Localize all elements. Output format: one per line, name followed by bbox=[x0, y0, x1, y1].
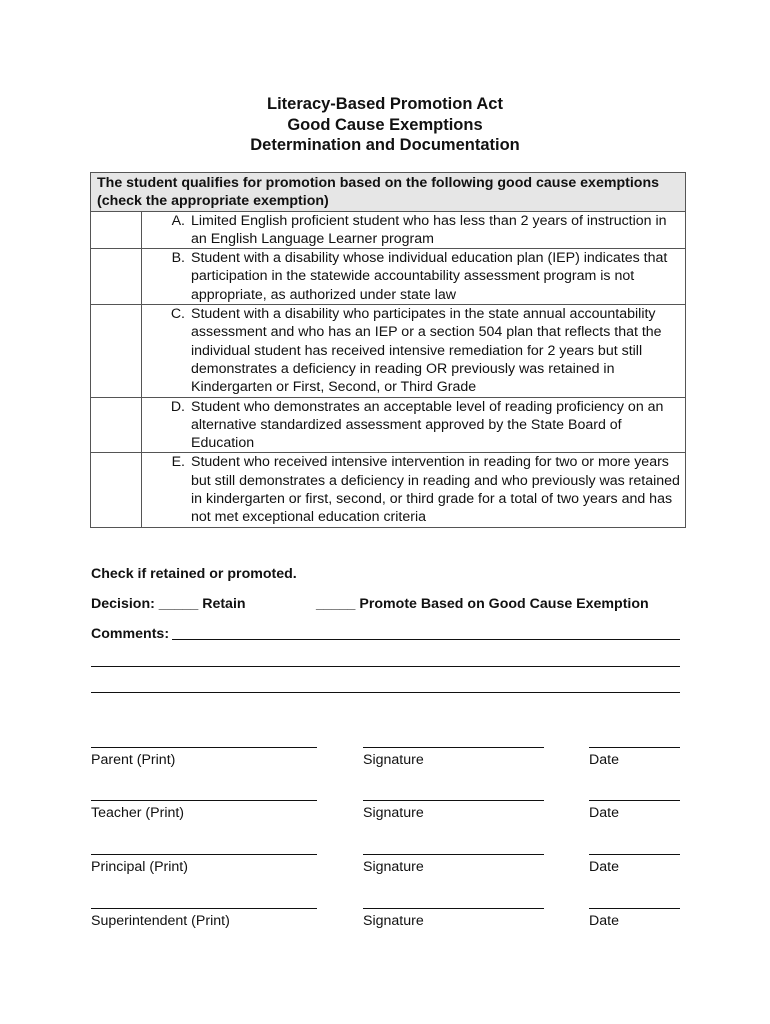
decision-retain-label[interactable]: Decision: _____ Retain bbox=[91, 596, 246, 612]
superintendent-signature-line[interactable] bbox=[363, 908, 544, 909]
check-instruction: Check if retained or promoted. bbox=[91, 566, 297, 582]
exemption-checkbox-a[interactable] bbox=[91, 211, 142, 249]
exemption-checkbox-d[interactable] bbox=[91, 397, 142, 453]
teacher-signature-label: Signature bbox=[363, 805, 424, 821]
exemption-text-a: Limited English proficient student who has less than 2 years of instruction in an English Language Learner program bbox=[191, 212, 667, 247]
parent-signature-line[interactable] bbox=[363, 747, 544, 748]
exemption-letter-b: B. bbox=[171, 250, 185, 267]
exemption-text-e: Student who received intensive intervention in reading for two or more years but still demonstrates a deficiency in reading and who previously was retained in kindergarten or first, second, or third grade for a total of two years and has not met exceptional education criteria bbox=[191, 454, 680, 526]
title-line-1: Literacy-Based Promotion Act bbox=[267, 95, 503, 113]
exemption-checkbox-c[interactable] bbox=[91, 305, 142, 397]
principal-print-label: Principal (Print) bbox=[91, 859, 188, 875]
principal-date-line[interactable] bbox=[589, 854, 680, 855]
superintendent-date-line[interactable] bbox=[589, 908, 680, 909]
parent-print-line[interactable] bbox=[91, 747, 317, 748]
superintendent-print-line[interactable] bbox=[91, 908, 317, 909]
exemption-letter-a: A. bbox=[171, 212, 185, 229]
principal-signature-label: Signature bbox=[363, 859, 424, 875]
superintendent-date-label: Date bbox=[589, 913, 619, 929]
superintendent-signature-label: Signature bbox=[363, 913, 424, 929]
exemptions-table bbox=[90, 172, 686, 528]
principal-print-line[interactable] bbox=[91, 854, 317, 855]
exemption-text-c: Student with a disability who participates in the state annual accountability assessment and who has an IEP or a section 504 plan that reflects that the individual student has received intensive remediation for 2 years but still demonstrates a deficiency in reading OR previously was retained in Kindergarten or First, Second, or Third Grade bbox=[191, 306, 662, 396]
decision-promote-label[interactable]: _____ Promote Based on Good Cause Exemption bbox=[316, 596, 649, 612]
exemptions-header-row bbox=[91, 173, 686, 212]
exemption-letter-d: D. bbox=[170, 398, 185, 415]
exemption-row-c bbox=[91, 305, 686, 397]
parent-signature-label: Signature bbox=[363, 752, 424, 768]
teacher-print-label: Teacher (Print) bbox=[91, 805, 185, 821]
teacher-date-label: Date bbox=[589, 805, 619, 821]
teacher-signature-line[interactable] bbox=[363, 800, 544, 801]
title-line-3: Determination and Documentation bbox=[250, 136, 520, 154]
exemption-checkbox-b[interactable] bbox=[91, 249, 142, 305]
title-line-2: Good Cause Exemptions bbox=[287, 115, 483, 134]
exemption-row-a bbox=[91, 211, 686, 249]
teacher-date-line[interactable] bbox=[589, 800, 680, 801]
exemption-checkbox-e[interactable] bbox=[91, 453, 142, 527]
exemption-letter-c: C. bbox=[170, 306, 185, 323]
document-title bbox=[0, 94, 770, 156]
comments-line-1[interactable] bbox=[172, 639, 680, 640]
exemption-row-e bbox=[91, 453, 686, 527]
parent-date-label: Date bbox=[589, 752, 619, 768]
comments-label: Comments: bbox=[91, 626, 170, 642]
exemption-text-d: Student who demonstrates an acceptable level of reading proficiency on an alternative standardized assessment approved by the State Board of Education bbox=[191, 398, 664, 452]
exemption-text-b: Student with a disability whose individual education plan (IEP) indicates that participation in the statewide accountability assessment program is not appropriate, as authorized under state law bbox=[191, 250, 668, 303]
parent-print-label: Parent (Print) bbox=[91, 752, 176, 768]
exemption-row-d bbox=[91, 397, 686, 453]
exemption-letter-e: E. bbox=[171, 454, 185, 471]
principal-date-label: Date bbox=[589, 859, 619, 875]
principal-signature-line[interactable] bbox=[363, 854, 544, 855]
exemptions-heading: The student qualifies for promotion based on the following good cause exemptions (check the appropriate exemption) bbox=[91, 173, 686, 212]
parent-date-line[interactable] bbox=[589, 747, 680, 748]
exemption-row-b bbox=[91, 249, 686, 305]
comments-line-3[interactable] bbox=[91, 692, 680, 693]
comments-line-2[interactable] bbox=[91, 666, 680, 667]
teacher-print-line[interactable] bbox=[91, 800, 317, 801]
superintendent-print-label: Superintendent (Print) bbox=[91, 913, 230, 929]
